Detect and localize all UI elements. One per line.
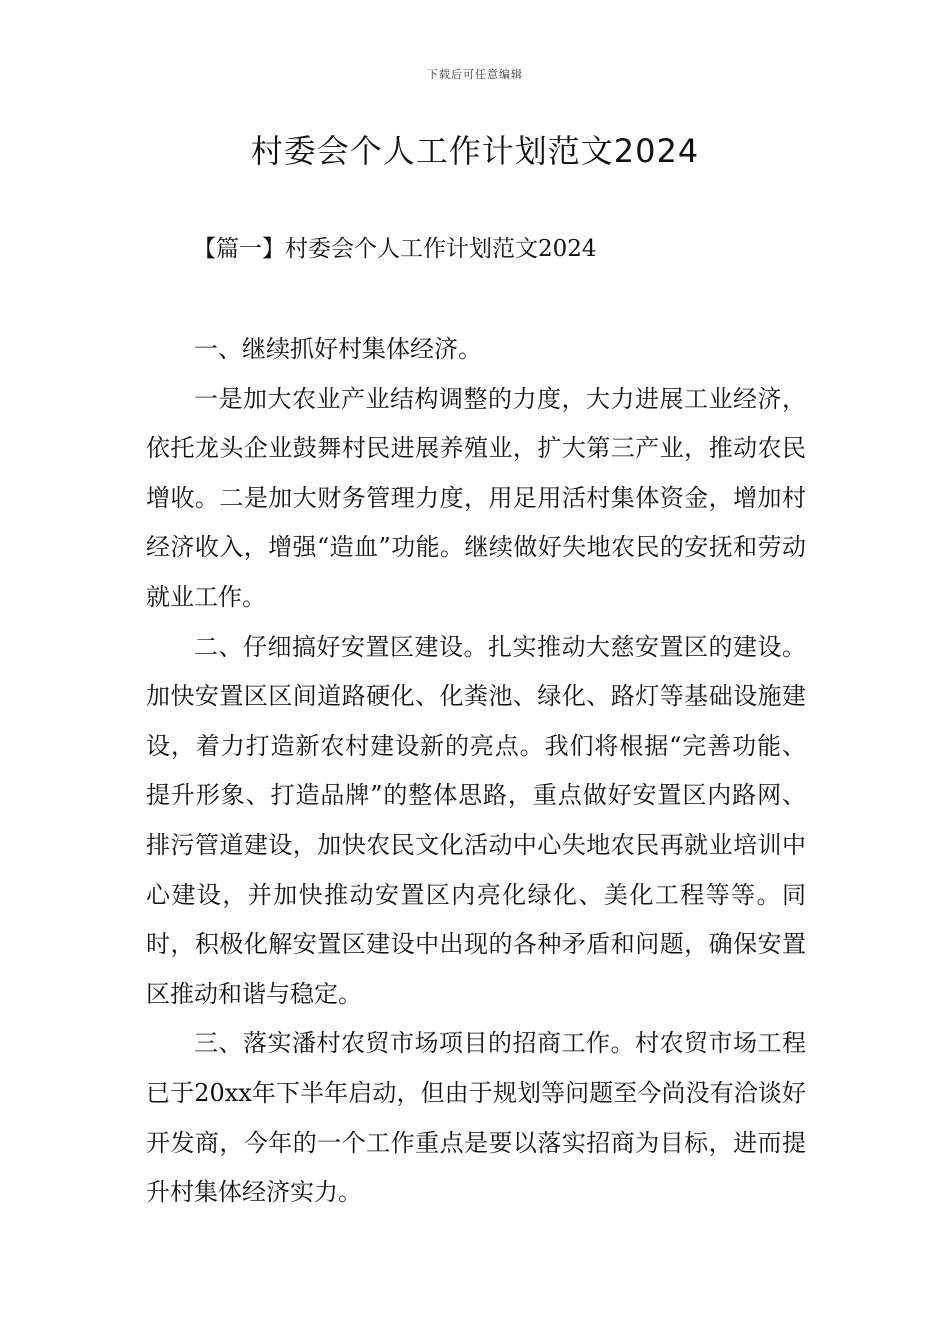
document-title: 村委会个人工作计划范文2024 (250, 132, 700, 170)
section-heading: 【篇一】村委会个人工作计划范文2024 (193, 236, 597, 262)
header-note: 下载后可任意编辑 (427, 68, 523, 81)
paragraph-4: 三、落实潘村农贸市场项目的招商工作。村农贸市场工程已于20xx年下半年启动，但由于规划等问题至今尚没有洽谈好开发商，今年的一个工作重点是要以落实招商为目标，进而提升村集体经济实力。 (146, 1029, 806, 1207)
paragraph-1: 一、继续抓好村集体经济。 (194, 335, 482, 363)
paragraph-3: 二、仔细搞好安置区建设。扎实推动大慈安置区的建设。加快安置区区间道路硬化、化粪池、绿化、路灯等基础设施建设，着力打造新农村建设新的亮点。我们将根据“完善功能、提升形象、打造品牌”的整体思路，重点做好安置区内路网、排污管道建设，加快农民文化活动中心失地农民再就业培训中心建设，并加快推动安置区内亮化绿化、美化工程等等。同时，积极化解安置区建设中出现的各种矛盾和问题，确保安置区推动和谐与稳定。 (146, 632, 806, 1008)
paragraph-2: 一是加大农业产业结构调整的力度，大力进展工业经济，依托龙头企业鼓舞村民进展养殖业，扩大第三产业，推动农民增收。二是加大财务管理力度，用足用活村集体资金，增加村经济收入，增强“造血”功能。继续做好失地农民的安抚和劳动就业工作。 (146, 384, 806, 611)
document-body (146, 325, 806, 1218)
